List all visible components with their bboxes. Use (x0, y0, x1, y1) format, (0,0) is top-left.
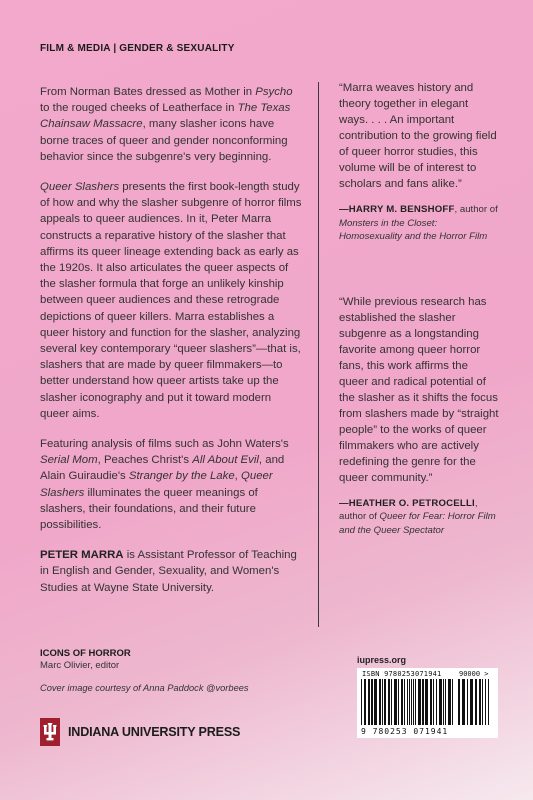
text-span: , Peaches Christ's (97, 454, 193, 467)
barcode-bar (467, 679, 468, 725)
text-span: Featuring analysis of films such as John Waters's (40, 438, 289, 451)
film-title: Serial Mom (40, 454, 98, 467)
cover-credit: Cover image courtesy of Anna Paddock @vorbees (40, 683, 249, 693)
barcode-bar (361, 679, 362, 725)
barcode-bar (407, 679, 408, 725)
barcode-bars (361, 679, 455, 725)
text-span: , author of (339, 497, 478, 522)
barcode-bar (475, 679, 477, 725)
barcode-bar (382, 679, 383, 725)
barcode-bar (452, 679, 453, 725)
barcode-bar (394, 679, 397, 725)
series-title: ICONS OF HORROR (40, 648, 131, 659)
barcode-bar (391, 679, 392, 725)
isbn-label: ISBN 9780253071941 (362, 670, 442, 678)
publisher-logo (40, 718, 240, 746)
publisher-url[interactable]: iupress.org (357, 655, 407, 665)
film-title: Stranger by the Lake (128, 470, 235, 483)
price-barcode-bars (458, 679, 492, 725)
text-span: , many slasher icons have borne traces of queer and gender nonconforming behavior since the subgenre's very beginning. (40, 118, 288, 163)
barcode-bar (371, 679, 373, 725)
barcode-bar (384, 679, 386, 725)
barcode-digits: 9 780253 071941 (361, 727, 449, 736)
blurb-attribution (339, 203, 499, 244)
barcode-bar (479, 679, 481, 725)
publisher-name: INDIANA UNIVERSITY PRESS (68, 725, 241, 739)
barcode-bar (404, 679, 405, 725)
isbn-barcode (357, 668, 498, 738)
barcode-bar (398, 679, 399, 725)
text-span: illuminates the queer meanings of slashers, their foundations, and their future possibilities. (40, 486, 258, 532)
text-span: , and Alain Guiraudie's (40, 454, 285, 483)
barcode-bar (436, 679, 437, 725)
text-span: , (234, 470, 242, 483)
barcode-bar (388, 679, 390, 725)
barcode-bar (458, 679, 460, 725)
barcode-bar (488, 679, 489, 725)
blurb-author: —HEATHER O. PETROCELLI (339, 497, 475, 509)
barcode-bar (443, 679, 444, 725)
barcode-bar (448, 679, 451, 725)
barcode-bar (364, 679, 366, 725)
barcode-bar (413, 679, 414, 725)
film-title: All About Evil (192, 454, 259, 467)
book-title: Queer Slashers (40, 181, 120, 194)
series-info (40, 648, 131, 671)
price-code: 90000 > (459, 670, 489, 678)
text-span: , author of (454, 204, 498, 215)
description-column (40, 84, 302, 610)
barcode-bar (462, 679, 465, 725)
book-title: Queer Slashers (40, 470, 273, 499)
film-title: Psycho (255, 86, 293, 98)
blurb-author: —HARRY M. BENSHOFF (339, 204, 455, 215)
text-span: to the rouged cheeks of Leatherface in (40, 102, 238, 115)
description-paragraph-1 (40, 84, 302, 165)
description-paragraph-2 (40, 179, 302, 422)
text-span: From Norman Bates dressed as Mother in (40, 86, 256, 98)
barcode-bar (445, 679, 446, 725)
blurb-quote: “While previous research has established the slasher subgenre as a longstanding favorite among queer horror fans, this work affirms the queer and radical potential of the slasher as it shifts the focus from slashers made by “straight people” to the works of queer filmmakers who are actively redefining the genre for the queer community.” (339, 295, 499, 484)
barcode-bar (409, 679, 410, 725)
barcode-bar (433, 679, 434, 725)
barcode-bar (411, 679, 412, 725)
description-paragraph-3 (40, 436, 302, 533)
blurb-book-title: Monsters in the Closet: Homosexuality and the Horror Film (339, 217, 488, 242)
column-divider (318, 82, 319, 627)
barcode-bar (425, 679, 428, 725)
blurbs-column (339, 80, 499, 537)
blurb (339, 80, 499, 244)
text-span: presents the first book-length study of how and why the slasher subgenre of horror films appeals to queer audiences. In it, Peter Marra constructs a reparative history of the slasher that affirms its queer lineage extending back as early as the 1920s. It also articulates the queer aspects of the slasher formula that forge an unlikely kinship between queer audiences and these retrograde depictions of queer killers. Marra establishes a queer history and function for the slasher, analyzing several key contemporary “queer slashers”—that is, slashers that are made by queer filmmakers—to better understand how queer artists take up the slasher iconography and put it toward modern queer aims. (40, 181, 302, 420)
barcode-bar (485, 679, 486, 725)
film-title: The Texas Chainsaw Massacre (40, 102, 291, 131)
text-span: is Assistant Professor of Teaching in English and Gender, Sexuality, and Women's Studies at Wayne State University. (40, 549, 297, 594)
author-name: PETER MARRA (40, 549, 124, 562)
series-editor: Marc Olivier, editor (40, 660, 120, 671)
barcode-bar (368, 679, 370, 725)
blurb-quote: “Marra weaves history and theory together in elegant ways. . . . An important contribution to the growing field of queer horror studies, this volume will be of interest to scholars and fans alike.” (339, 82, 497, 190)
barcode-bar (374, 679, 377, 725)
author-bio (40, 547, 302, 596)
barcode-bar (418, 679, 421, 725)
barcode-bar (482, 679, 483, 725)
barcode-bar (439, 679, 442, 725)
iu-trident-icon (40, 718, 60, 746)
blurb (339, 294, 499, 538)
barcode-bar (415, 679, 416, 725)
blurb-book-title: Queer for Fear: Horror Film and the Queer Spectator (339, 511, 496, 536)
barcode-bar (470, 679, 473, 725)
barcode-bar (422, 679, 424, 725)
barcode-bar (401, 679, 403, 725)
category-label: FILM & MEDIA | GENDER & SEXUALITY (40, 43, 235, 54)
barcode-bar (379, 679, 381, 725)
barcode-bar (430, 679, 432, 725)
blurb-attribution (339, 497, 499, 538)
